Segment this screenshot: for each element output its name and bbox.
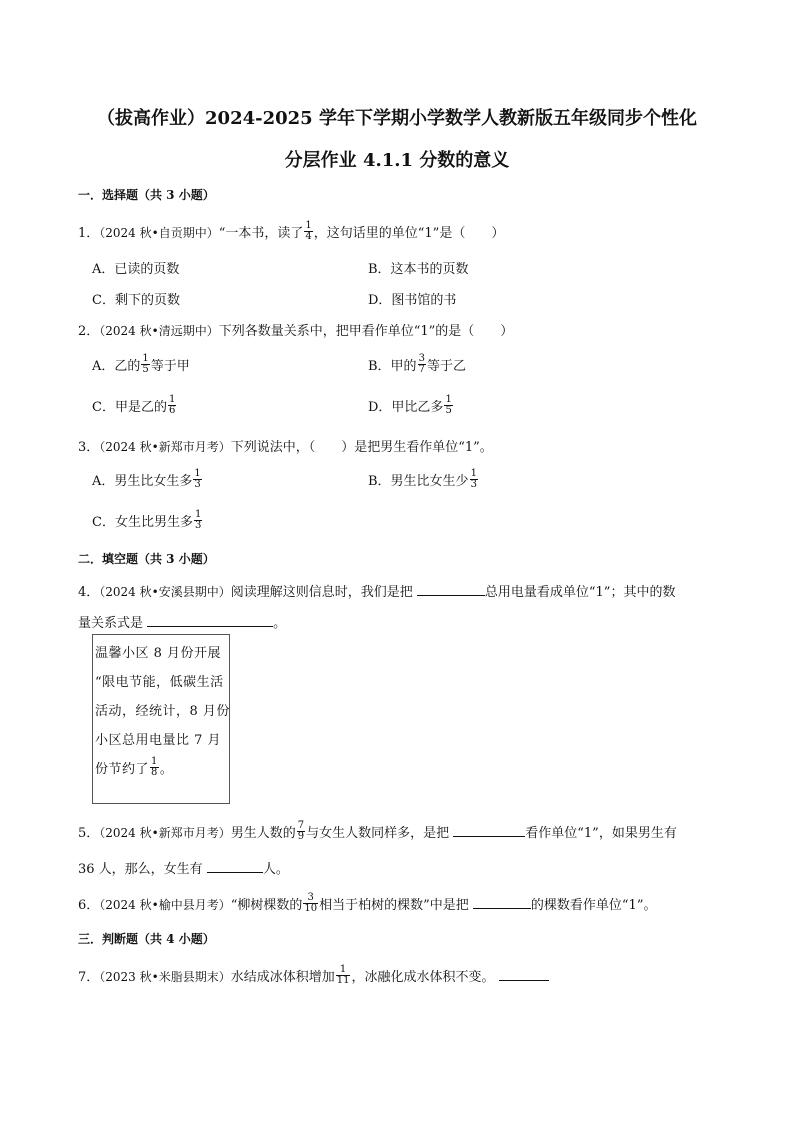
numerator: 7 bbox=[297, 820, 305, 831]
question-text-cont: 。 bbox=[273, 616, 287, 631]
numerator: 1 bbox=[305, 220, 312, 231]
option-text: C．甲是乙的 bbox=[92, 400, 167, 415]
question-source: （2023 秋•米脂县期末） bbox=[99, 970, 231, 984]
question-2 bbox=[78, 320, 738, 339]
option-text-cont: 等于甲 bbox=[150, 359, 190, 374]
question-7 bbox=[78, 966, 738, 988]
denominator: 11 bbox=[336, 975, 350, 986]
option-2b bbox=[368, 355, 466, 377]
question-4 bbox=[78, 581, 738, 600]
fraction bbox=[193, 469, 201, 490]
info-box bbox=[92, 634, 230, 804]
question-text: 36 人，那么，女生有 bbox=[78, 862, 203, 877]
question-text: 量关系式是 bbox=[78, 616, 144, 631]
question-1 bbox=[78, 222, 738, 244]
question-text: 水结成冰体积增加 bbox=[230, 970, 335, 985]
option-text: B．男生比女生少 bbox=[368, 474, 469, 489]
fraction bbox=[194, 510, 202, 531]
question-source: （2024 秋•新郑市月考） bbox=[99, 440, 231, 454]
question-text: 下列说法中，（ ）是把男生看作单位“1”。 bbox=[230, 440, 493, 455]
denominator: 6 bbox=[168, 405, 176, 416]
section-heading-choice: 一．选择题（共 3 小题） bbox=[78, 188, 215, 202]
fraction bbox=[168, 395, 176, 416]
option-2d bbox=[368, 396, 454, 418]
section-heading-fill: 二．填空题（共 3 小题） bbox=[78, 552, 215, 566]
fraction bbox=[297, 821, 305, 842]
option-1b: B．这本书的页数 bbox=[368, 262, 469, 277]
question-number: 6． bbox=[78, 898, 100, 913]
question-source: （2024 秋•新郑市月考） bbox=[99, 826, 231, 840]
numerator: 3 bbox=[303, 893, 318, 904]
option-3b bbox=[368, 470, 479, 492]
question-text-cont2: 的棵数看作单位“1”。 bbox=[530, 898, 657, 913]
option-1d: D．图书馆的书 bbox=[368, 293, 457, 308]
denominator: 3 bbox=[194, 479, 201, 490]
option-text: A．男生比女生多 bbox=[92, 474, 193, 489]
question-5 bbox=[78, 822, 738, 844]
question-5-line2 bbox=[78, 858, 738, 877]
denominator: 3 bbox=[194, 520, 202, 531]
option-text-cont: 等于乙 bbox=[426, 359, 466, 374]
denominator: 5 bbox=[142, 364, 149, 375]
option-2c bbox=[92, 396, 177, 418]
option-2a bbox=[92, 355, 190, 377]
answer-blank[interactable] bbox=[453, 824, 525, 837]
question-4-line2 bbox=[78, 612, 738, 631]
info-line: “限电节能，低碳生活 bbox=[95, 675, 224, 690]
numerator: 1 bbox=[470, 468, 477, 479]
info-text: 份节约了 bbox=[95, 762, 150, 777]
fraction bbox=[444, 395, 452, 416]
answer-blank[interactable] bbox=[417, 583, 485, 596]
question-text: “柳树棵数的 bbox=[230, 898, 303, 913]
question-text-cont: 相当于柏树的棵数”中是把 bbox=[319, 898, 469, 913]
question-text-cont: ，冰融化成水体积不变。 bbox=[351, 970, 495, 985]
fraction bbox=[141, 354, 149, 375]
question-source: （2024 秋•清远期中） bbox=[99, 324, 219, 338]
option-text: B．甲的 bbox=[368, 359, 417, 374]
denominator: 10 bbox=[304, 903, 318, 914]
fraction bbox=[470, 469, 478, 490]
question-source: （2024 秋•自贡期中） bbox=[99, 226, 219, 240]
denominator: 8 bbox=[151, 767, 158, 778]
question-text-cont: ，这句话里的单位“1”是（ ） bbox=[313, 226, 505, 241]
question-text: 下列各数量关系中，把甲看作单位“1”的是（ ） bbox=[218, 324, 514, 339]
numerator: 3 bbox=[418, 353, 425, 364]
question-number: 3． bbox=[78, 440, 100, 455]
option-1a: A．已读的页数 bbox=[92, 262, 180, 277]
section-heading-judge: 三．判断题（共 4 小题） bbox=[78, 932, 215, 946]
denominator: 3 bbox=[470, 479, 477, 490]
numerator: 1 bbox=[445, 394, 452, 405]
question-text: 阅读理解这则信息时，我们是把 bbox=[230, 585, 413, 600]
numerator: 1 bbox=[194, 468, 201, 479]
denominator: 9 bbox=[297, 831, 305, 842]
question-number: 7． bbox=[78, 970, 100, 985]
fraction bbox=[304, 221, 312, 242]
question-number: 2． bbox=[78, 324, 100, 339]
option-text: D．甲比乙多 bbox=[368, 400, 444, 415]
info-line: 活动，经统计，8 月份 bbox=[95, 704, 230, 719]
question-text: “一本书，读了 bbox=[218, 226, 304, 241]
numerator: 1 bbox=[336, 965, 351, 976]
question-text-cont: 人。 bbox=[262, 862, 289, 877]
option-text: A．乙的 bbox=[92, 359, 141, 374]
question-number: 1． bbox=[78, 226, 100, 241]
question-text-cont2: 看作单位“1”，如果男生有 bbox=[525, 826, 677, 841]
fraction bbox=[418, 354, 426, 375]
answer-blank[interactable] bbox=[473, 896, 531, 909]
question-source: （2024 秋•安溪县期中） bbox=[99, 585, 231, 599]
question-number: 5． bbox=[78, 826, 100, 841]
question-text: 男生人数的 bbox=[230, 826, 296, 841]
question-text-cont: 与女生人数同样多，是把 bbox=[306, 826, 450, 841]
info-line bbox=[95, 755, 229, 784]
question-text-cont: 总用电量看成单位“1”；其中的数 bbox=[484, 585, 676, 600]
numerator: 1 bbox=[151, 756, 158, 767]
document-title-line2: 分层作业 4.1.1 分数的意义 bbox=[284, 150, 510, 171]
answer-blank[interactable] bbox=[207, 860, 263, 873]
option-3a bbox=[92, 470, 203, 492]
question-source: （2024 秋•榆中县月考） bbox=[99, 898, 231, 912]
fraction bbox=[150, 757, 159, 778]
option-1c: C．剩下的页数 bbox=[92, 293, 180, 308]
info-text-cont: 。 bbox=[159, 762, 174, 777]
option-3c bbox=[92, 511, 203, 533]
denominator: 5 bbox=[445, 405, 452, 416]
question-6 bbox=[78, 894, 738, 916]
info-line: 温馨小区 8 月份开展 bbox=[95, 646, 222, 661]
denominator: 7 bbox=[418, 364, 425, 375]
answer-blank[interactable] bbox=[147, 614, 273, 627]
info-line: 小区总用电量比 7 月 bbox=[95, 733, 222, 748]
denominator: 4 bbox=[305, 231, 312, 242]
numerator: 1 bbox=[142, 353, 149, 364]
question-number: 4． bbox=[78, 585, 100, 600]
fraction bbox=[303, 893, 318, 914]
numerator: 1 bbox=[194, 509, 202, 520]
option-text: C．女生比男生多 bbox=[92, 515, 193, 530]
question-3 bbox=[78, 436, 738, 455]
answer-blank[interactable] bbox=[499, 968, 549, 981]
numerator: 1 bbox=[168, 394, 176, 405]
document-title-line1: （拔高作业）2024-2025 学年下学期小学数学人教新版五年级同步个性化 bbox=[97, 108, 697, 129]
fraction bbox=[336, 965, 351, 986]
